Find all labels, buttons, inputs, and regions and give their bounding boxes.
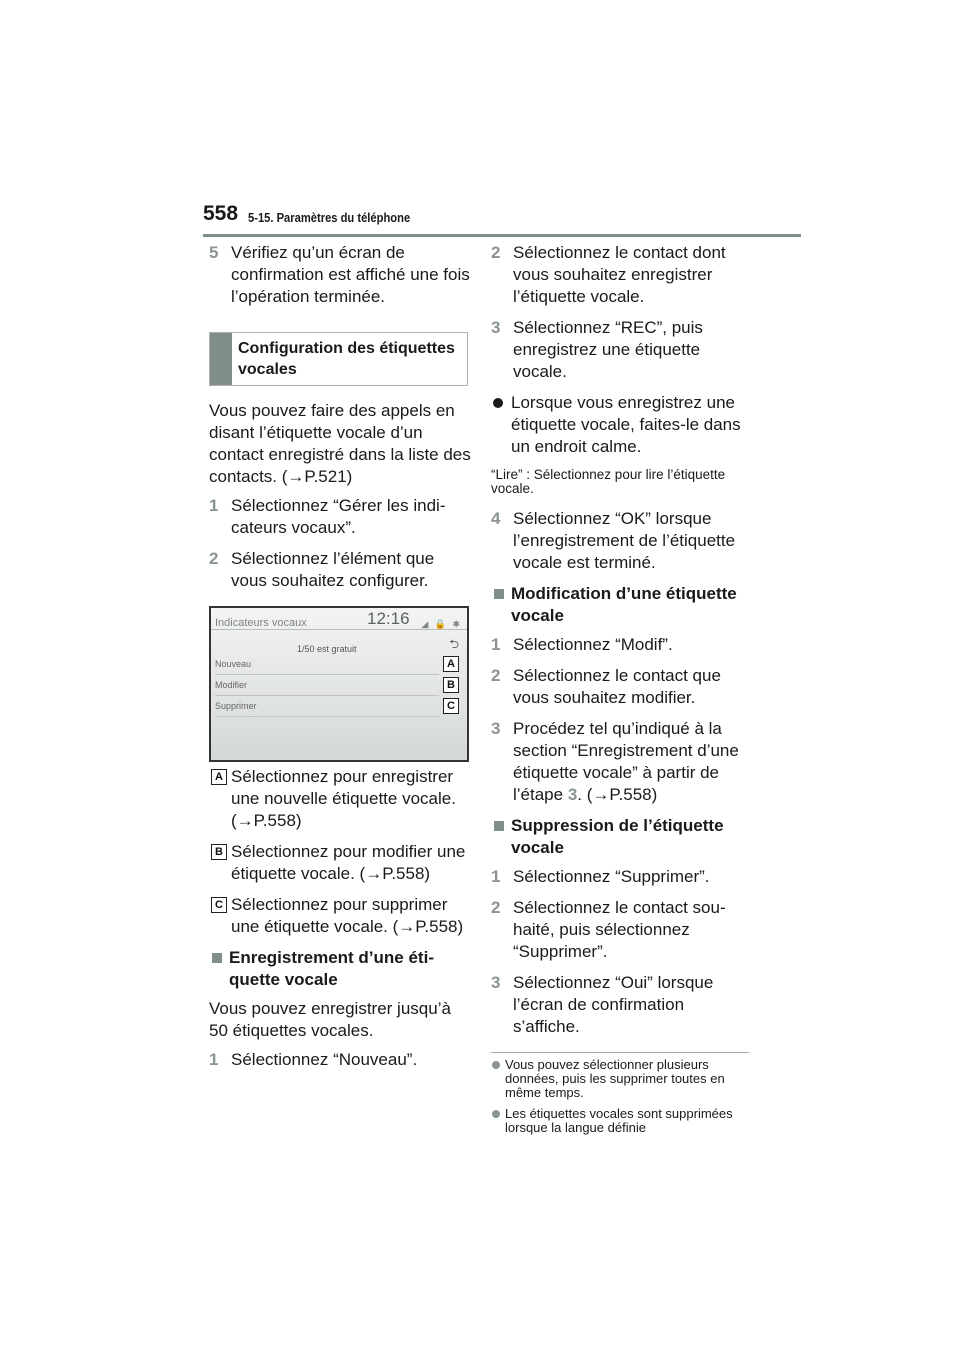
label-tag: A (211, 769, 227, 785)
step-1 (209, 495, 471, 539)
step-number: 2 (491, 243, 501, 262)
row-label: Nouveau (215, 659, 252, 669)
section-heading: Configuration des étiquettes vocales (238, 340, 455, 378)
note-text: Vous pouvez sélectionner plusieurs données, puis les supprimer toutes en même temps. (505, 1057, 725, 1100)
step-number: 2 (491, 666, 501, 685)
row-label: Modifier (215, 680, 248, 690)
screen-row-supprimer[interactable] (215, 696, 439, 717)
step-text: Sélectionnez “Nouveau”. (231, 1050, 418, 1069)
label-text: Sélectionnez pour modifier une étiquette vocale. (→P.558) (231, 842, 466, 883)
note-dot-icon (492, 1110, 500, 1118)
step-number: 1 (209, 1050, 219, 1069)
heading-text: Modification d’une étiquette vocale (511, 584, 737, 625)
label-text: Sélectionnez pour enregistrer une nouvelle étiquette vocale. (→P.558) (231, 767, 456, 830)
step-text-end: . (→P.558) (577, 785, 658, 804)
step-text: Procédez tel qu’indiqué à la section “Enregistrement d’une étiquette vocale” à partir de l’étape (513, 719, 739, 804)
intro-paragraph: Vous pouvez faire des appels en disant l’étiquette vocale d’un contact enregistré dans la liste des contacts. (→P.521) (209, 401, 471, 486)
step-number: 3 (491, 719, 501, 738)
screenshot-voice-tags (209, 606, 469, 762)
step-text: Sélectionnez “REC”, puis enregistrez une étiquette vocale. (513, 318, 703, 381)
label-c-description (209, 894, 471, 938)
sup-step-3 (491, 972, 753, 1038)
section-title: 5-15. Paramètres du téléphone (248, 210, 411, 225)
step-number: 3 (491, 973, 501, 992)
step-text: Sélectionnez le contact souhaité, puis sélectionnez “Supprimer”. (513, 898, 726, 961)
note-text: Les étiquettes vocales sont supprimées lorsque la langue définie (505, 1106, 733, 1135)
sup-step-2 (491, 897, 753, 963)
step-text: Sélectionnez “Oui” lorsque l’écran de confirmation s’affiche. (513, 973, 714, 1036)
note-item (491, 1107, 749, 1135)
sup-step-1 (491, 866, 753, 888)
square-bullet-icon (212, 953, 222, 963)
step-text: Sélectionnez “Modif”. (513, 635, 673, 654)
square-bullet-icon (494, 589, 504, 599)
label-tag: C (211, 897, 227, 913)
note-item (491, 1058, 749, 1100)
callout-c: C (443, 698, 459, 714)
callout-a: A (443, 656, 459, 672)
section-heading-box (209, 332, 468, 386)
screen-row-nouveau[interactable] (215, 654, 439, 675)
step-4-ok (491, 508, 753, 574)
mod-step-1 (491, 634, 753, 656)
screen-divider (211, 629, 467, 630)
step-5 (209, 242, 471, 308)
page-header (203, 198, 801, 237)
heading-modification (491, 583, 753, 627)
label-tag: B (211, 844, 227, 860)
bullet-dot-icon (493, 398, 503, 408)
row-label: Supprimer (215, 701, 257, 711)
step-text: Sélectionnez “Supprimer”. (513, 867, 710, 886)
step-text: Sélectionnez “OK” lorsque l’enregistrement de l’étiquette vocale est terminé. (513, 509, 736, 572)
limit-paragraph: Vous pouvez enregistrer jusqu’à 50 étiquettes vocales. (209, 999, 451, 1040)
notes-section (491, 1052, 749, 1135)
label-text: Sélectionnez pour supprimer une étiquette vocale. (→P.558) (231, 895, 464, 936)
page-number: 558 (203, 202, 239, 225)
lire-note: “Lire” : Sélectionnez pour lire l’étiquette vocale. (491, 467, 726, 496)
step-3-rec (491, 317, 753, 383)
step-2-contact (491, 242, 753, 308)
back-icon[interactable]: ⮌ (449, 637, 459, 651)
step-text: Vérifiez qu’un écran de confirmation est affiché une fois l’opération terminée. (231, 243, 470, 306)
callout-b: B (443, 677, 459, 693)
step-text: Sélectionnez l’élément que vous souhaitez configurer. (231, 549, 435, 590)
screen-title: Indicateurs vocaux (215, 617, 307, 629)
step-number: 2 (209, 549, 219, 568)
step-number: 4 (491, 509, 501, 528)
step-number: 2 (491, 898, 501, 917)
step-number: 1 (491, 635, 501, 654)
screen-clock: 12:16 (367, 609, 410, 628)
label-b-description (209, 841, 471, 885)
step-number: 1 (209, 496, 219, 515)
tip-bullet (491, 392, 753, 458)
step-text: Sélectionnez “Gérer les indicateurs vocaux”. (231, 496, 446, 537)
step-1-nouveau (209, 1049, 471, 1071)
screen-count: 1/50 est gratuit (297, 644, 357, 654)
heading-text: Suppression de l’étiquette vocale (511, 816, 724, 857)
heading-suppression (491, 815, 753, 859)
note-dot-icon (492, 1061, 500, 1069)
step-number: 3 (491, 318, 501, 337)
status-icons: ◢ 🔒 ✱ (421, 619, 462, 629)
square-bullet-icon (494, 821, 504, 831)
screen-row-modifier[interactable] (215, 675, 439, 696)
left-column (209, 242, 471, 1080)
right-column (491, 242, 753, 1142)
heading-text: Enregistrement d’une étiquette vocale (229, 948, 434, 989)
heading-bar (210, 333, 232, 385)
step-number: 5 (209, 243, 219, 262)
mod-step-3 (491, 718, 753, 806)
bullet-text: Lorsque vous enregistrez une étiquette vocale, faites-le dans un endroit calme. (511, 393, 741, 456)
step-reference: 3 (567, 785, 578, 804)
mod-step-2 (491, 665, 753, 709)
step-2 (209, 548, 471, 592)
step-text: Sélectionnez le contact dont vous souhaitez enregistrer l’étiquette vocale. (513, 243, 726, 306)
label-a-description (209, 766, 471, 832)
step-number: 1 (491, 867, 501, 886)
step-text: Sélectionnez le contact que vous souhaitez modifier. (513, 666, 721, 707)
heading-enregistrement (209, 947, 471, 991)
